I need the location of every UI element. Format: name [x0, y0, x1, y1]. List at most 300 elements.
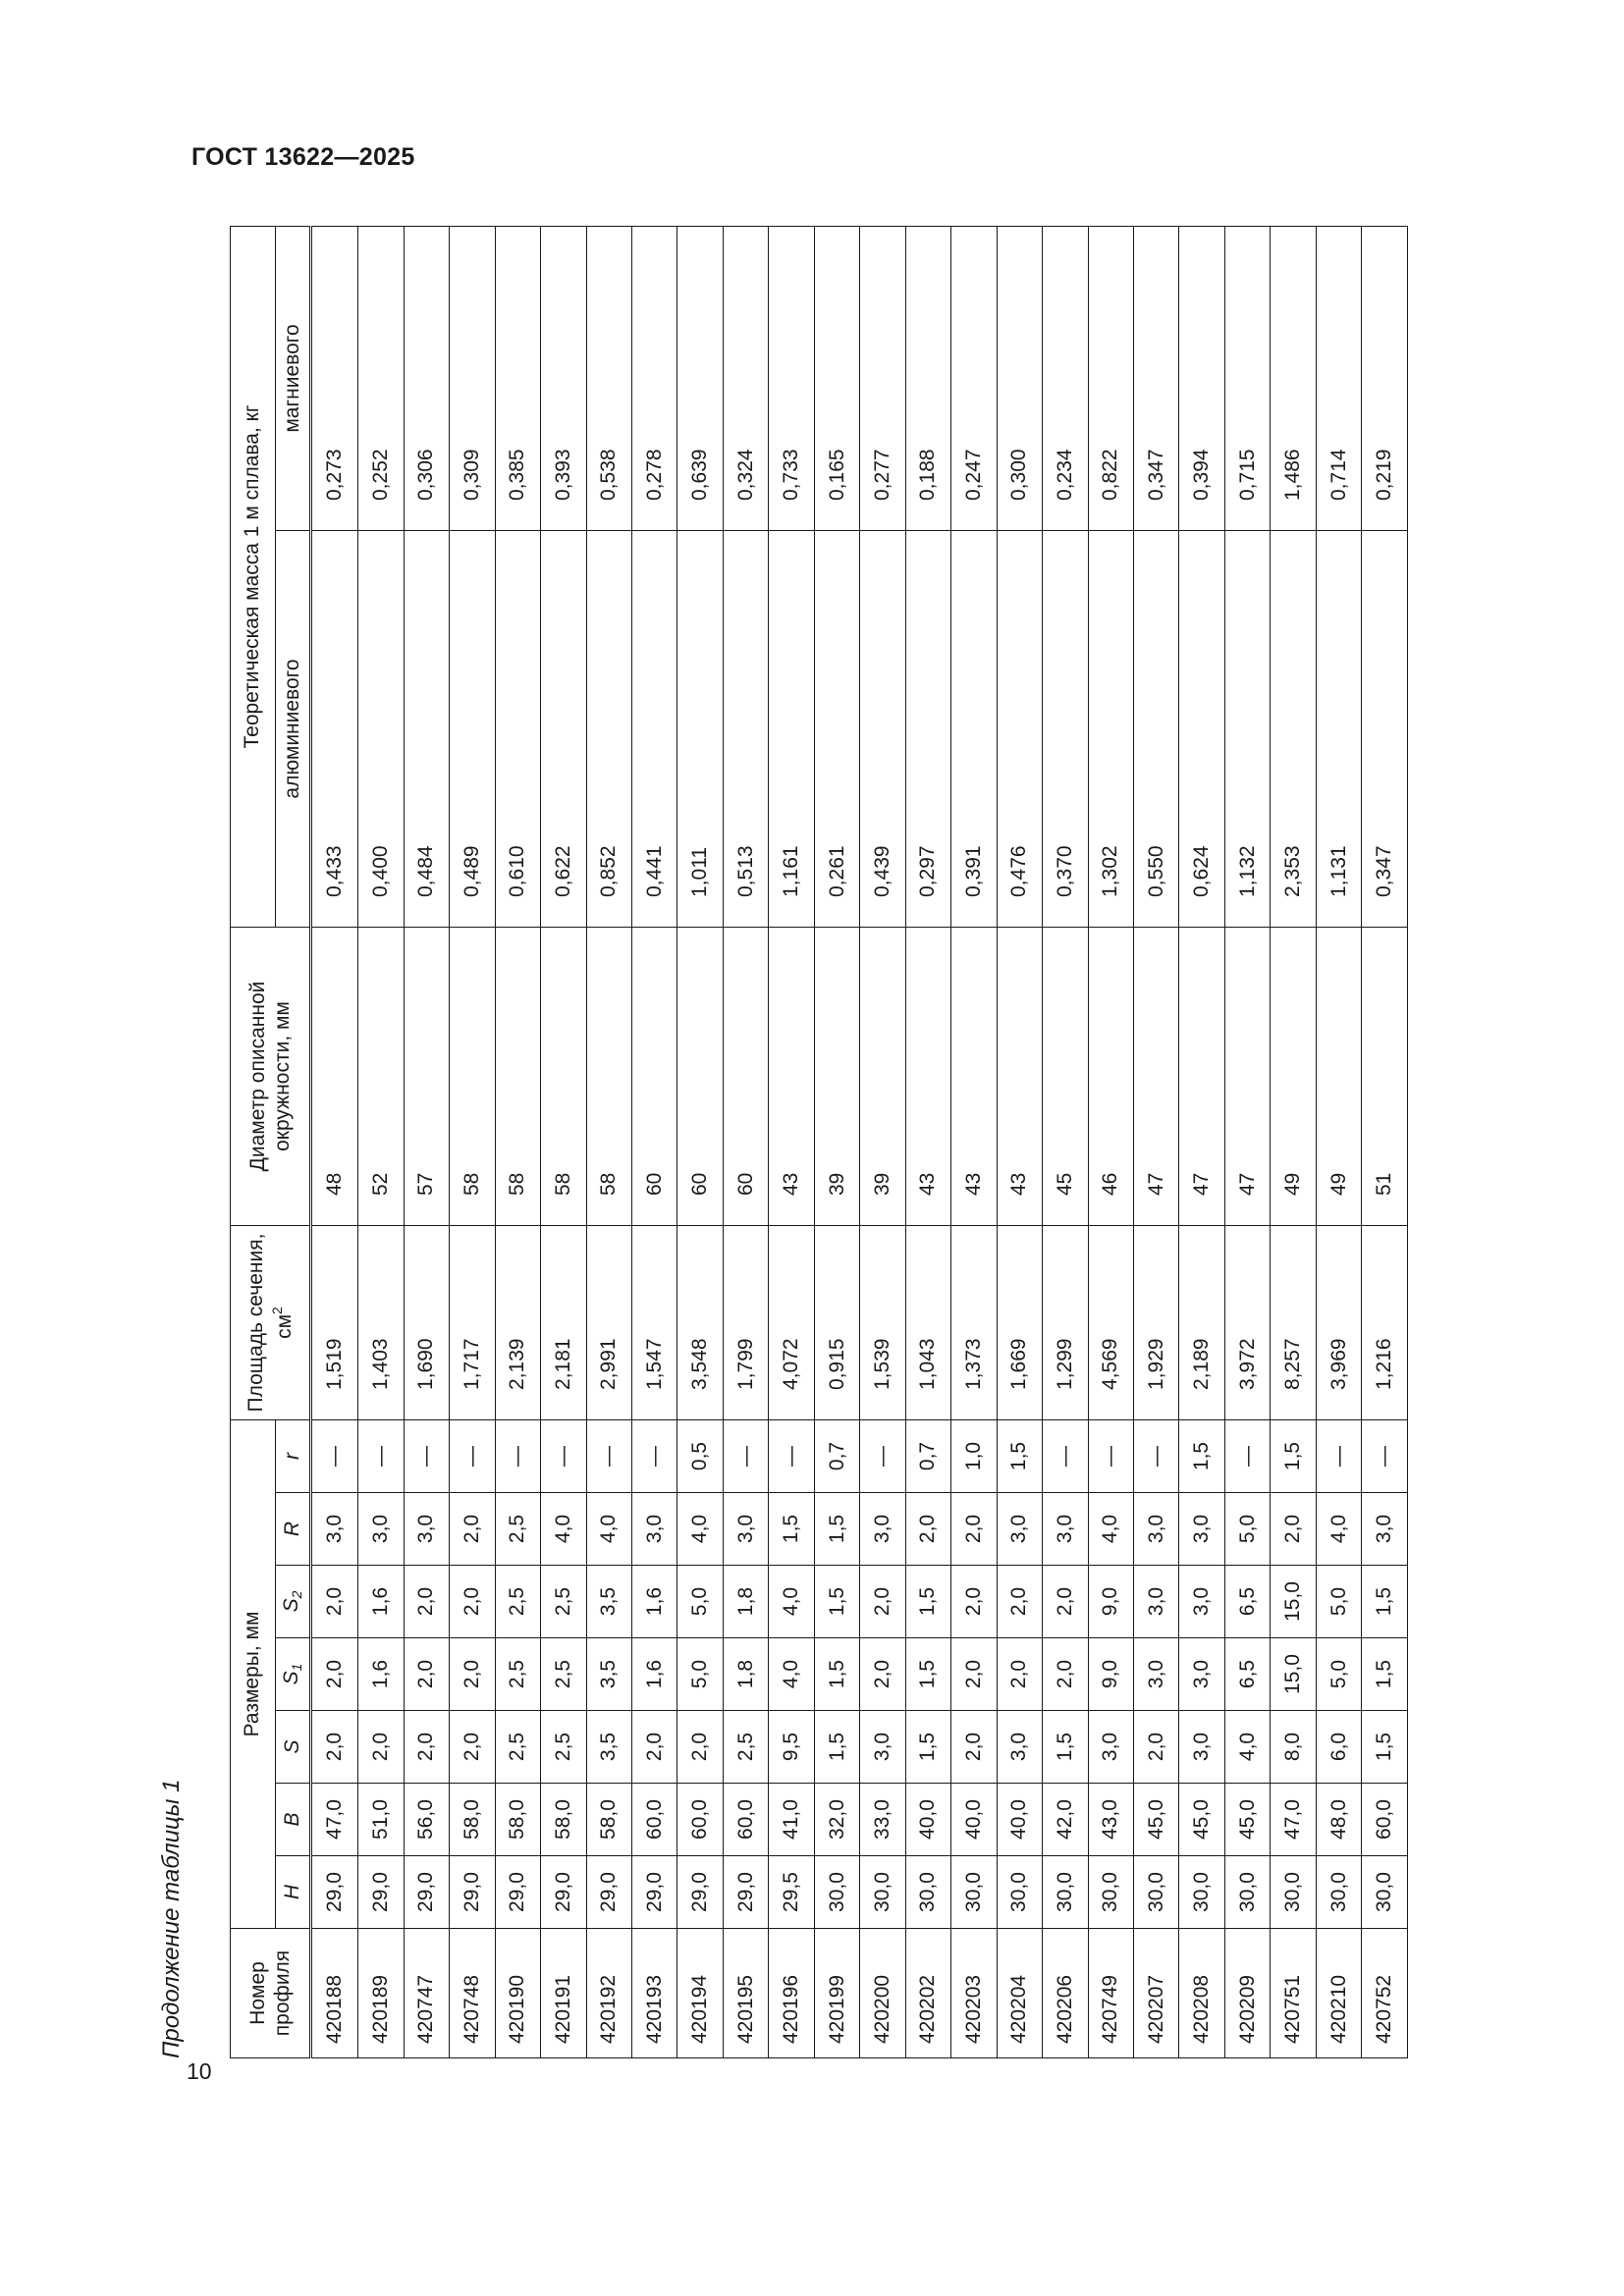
cell-S: 3,0 [1179, 1711, 1224, 1784]
table-row [1271, 226, 1316, 2057]
cell-S: 2,0 [1134, 1711, 1179, 1784]
cell-diameter: 43 [769, 928, 814, 1226]
cell-magnesium: 0,639 [677, 226, 723, 530]
cell-H: 29,0 [723, 1856, 768, 1929]
cell-profile-number: 420195 [723, 1929, 768, 2058]
cell-aluminum: 1,131 [1316, 531, 1361, 928]
cell-S: 2,5 [723, 1711, 768, 1784]
cell-R: 3,0 [404, 1493, 449, 1566]
cell-profile-number: 420202 [905, 1929, 950, 2058]
cell-R: 2,0 [905, 1493, 950, 1566]
cell-S: 3,0 [1088, 1711, 1133, 1784]
cell-S2: 1,5 [905, 1566, 950, 1638]
cell-r: — [358, 1420, 404, 1493]
cell-B: 41,0 [769, 1784, 814, 1856]
header-S2-subscript: 2 [289, 1590, 305, 1599]
cell-B: 60,0 [723, 1784, 768, 1856]
cell-S1: 1,6 [358, 1638, 404, 1711]
cell-r: — [1134, 1420, 1179, 1493]
cell-diameter: 58 [450, 928, 495, 1226]
cell-S2: 15,0 [1271, 1566, 1316, 1638]
cell-S1: 2,5 [541, 1638, 586, 1711]
cell-H: 29,0 [495, 1856, 540, 1929]
cell-S2: 2,0 [450, 1566, 495, 1638]
cell-profile-number: 420206 [1043, 1929, 1088, 2058]
cell-r: — [541, 1420, 586, 1493]
cell-aluminum: 1,302 [1088, 531, 1133, 928]
cell-S: 1,5 [814, 1711, 859, 1784]
cell-diameter: 43 [997, 928, 1042, 1226]
cell-aluminum: 0,441 [632, 531, 677, 928]
cell-B: 45,0 [1134, 1784, 1179, 1856]
cell-r: — [311, 1420, 358, 1493]
cell-S: 9,5 [769, 1711, 814, 1784]
cell-aluminum: 0,513 [723, 531, 768, 928]
cell-area: 2,181 [541, 1226, 586, 1420]
cell-R: 3,0 [632, 1493, 677, 1566]
cell-S: 2,0 [632, 1711, 677, 1784]
cell-aluminum: 0,610 [495, 531, 540, 928]
cell-diameter: 39 [814, 928, 859, 1226]
cell-magnesium: 0,309 [450, 226, 495, 530]
cell-diameter: 58 [495, 928, 540, 1226]
header-S1-subscript: 1 [289, 1663, 305, 1672]
cell-area: 1,717 [450, 1226, 495, 1420]
cell-aluminum: 0,489 [450, 531, 495, 928]
header-dimensions: Размеры, мм [231, 1420, 276, 1929]
cell-profile-number: 420190 [495, 1929, 540, 2058]
cell-magnesium: 0,252 [358, 226, 404, 530]
cell-area: 1,690 [404, 1226, 449, 1420]
cell-aluminum: 0,370 [1043, 531, 1088, 928]
cell-aluminum: 0,852 [586, 531, 631, 928]
cell-B: 58,0 [541, 1784, 586, 1856]
cell-S2: 2,0 [311, 1566, 358, 1638]
cell-S1: 1,5 [1362, 1638, 1408, 1711]
cell-diameter: 39 [860, 928, 905, 1226]
cell-H: 29,0 [541, 1856, 586, 1929]
header-S: S [276, 1711, 311, 1784]
cell-profile-number: 420193 [632, 1929, 677, 2058]
cell-profile-number: 420200 [860, 1929, 905, 2058]
header-aluminum: алюминиевого [276, 531, 311, 928]
table-row [860, 226, 905, 2057]
cell-H: 30,0 [1224, 1856, 1270, 1929]
cell-r: — [1088, 1420, 1133, 1493]
table-row [495, 226, 540, 2057]
cell-S1: 5,0 [677, 1638, 723, 1711]
cell-B: 47,0 [1271, 1784, 1316, 1856]
cell-S1: 1,5 [905, 1638, 950, 1711]
cell-S: 6,0 [1316, 1711, 1361, 1784]
cell-profile-number: 420191 [541, 1929, 586, 2058]
cell-aluminum: 0,400 [358, 531, 404, 928]
page-number: 10 [187, 2058, 212, 2084]
cell-R: 4,0 [677, 1493, 723, 1566]
header-area [231, 1226, 311, 1420]
header-S1 [276, 1638, 311, 1711]
table-row [586, 226, 631, 2057]
cell-S1: 1,8 [723, 1638, 768, 1711]
cell-S: 1,5 [1362, 1711, 1408, 1784]
cell-H: 29,0 [677, 1856, 723, 1929]
cell-S1: 2,0 [404, 1638, 449, 1711]
cell-profile-number: 420188 [311, 1929, 358, 2058]
cell-area: 8,257 [1271, 1226, 1316, 1420]
cell-r: — [404, 1420, 449, 1493]
cell-B: 51,0 [358, 1784, 404, 1856]
cell-profile-number: 420751 [1271, 1929, 1316, 2058]
cell-S1: 2,5 [495, 1638, 540, 1711]
header-R: R [276, 1493, 311, 1566]
table-row [814, 226, 859, 2057]
cell-diameter: 45 [1043, 928, 1088, 1226]
cell-diameter: 43 [951, 928, 997, 1226]
cell-S: 2,0 [951, 1711, 997, 1784]
cell-r: — [1316, 1420, 1361, 1493]
cell-B: 45,0 [1224, 1784, 1270, 1856]
cell-area: 2,991 [586, 1226, 631, 1420]
cell-S: 8,0 [1271, 1711, 1316, 1784]
cell-aluminum: 0,476 [997, 531, 1042, 928]
cell-aluminum: 0,439 [860, 531, 905, 928]
cell-magnesium: 0,188 [905, 226, 950, 530]
table-row [951, 226, 997, 2057]
cell-R: 3,0 [358, 1493, 404, 1566]
cell-H: 29,0 [311, 1856, 358, 1929]
cell-R: 2,5 [495, 1493, 540, 1566]
cell-magnesium: 0,278 [632, 226, 677, 530]
cell-S2: 2,5 [541, 1566, 586, 1638]
cell-B: 45,0 [1179, 1784, 1224, 1856]
cell-S1: 2,0 [450, 1638, 495, 1711]
cell-R: 1,5 [814, 1493, 859, 1566]
cell-S2: 2,5 [495, 1566, 540, 1638]
cell-diameter: 60 [632, 928, 677, 1226]
cell-profile-number: 420199 [814, 1929, 859, 2058]
cell-R: 3,0 [1043, 1493, 1088, 1566]
cell-magnesium: 0,306 [404, 226, 449, 530]
cell-magnesium: 0,733 [769, 226, 814, 530]
cell-magnesium: 0,273 [311, 226, 358, 530]
cell-area: 1,799 [723, 1226, 768, 1420]
cell-profile-number: 420194 [677, 1929, 723, 2058]
header-diameter: Диаметр описанной окружности, мм [231, 928, 311, 1226]
cell-H: 30,0 [1043, 1856, 1088, 1929]
cell-S1: 3,5 [586, 1638, 631, 1711]
table-row [541, 226, 586, 2057]
table-row [358, 226, 404, 2057]
cell-S2: 2,0 [1043, 1566, 1088, 1638]
cell-diameter: 60 [723, 928, 768, 1226]
cell-B: 58,0 [586, 1784, 631, 1856]
table-row [677, 226, 723, 2057]
cell-profile-number: 420196 [769, 1929, 814, 2058]
cell-S2: 9,0 [1088, 1566, 1133, 1638]
cell-H: 29,0 [450, 1856, 495, 1929]
cell-R: 3,0 [1179, 1493, 1224, 1566]
cell-profile-number: 420207 [1134, 1929, 1179, 2058]
cell-H: 30,0 [1362, 1856, 1408, 1929]
cell-r: 1,5 [1271, 1420, 1316, 1493]
cell-r: — [450, 1420, 495, 1493]
cell-B: 60,0 [677, 1784, 723, 1856]
cell-S2: 2,0 [404, 1566, 449, 1638]
cell-S: 3,0 [997, 1711, 1042, 1784]
cell-area: 1,216 [1362, 1226, 1408, 1420]
cell-S: 2,5 [495, 1711, 540, 1784]
cell-S: 1,5 [905, 1711, 950, 1784]
table-row [1362, 226, 1408, 2057]
table-row [1179, 226, 1224, 2057]
header-S2 [276, 1566, 311, 1638]
cell-aluminum: 0,624 [1179, 531, 1224, 928]
cell-diameter: 60 [677, 928, 723, 1226]
cell-B: 60,0 [632, 1784, 677, 1856]
table-row [1134, 226, 1179, 2057]
cell-S1: 2,0 [311, 1638, 358, 1711]
cell-S2: 2,0 [951, 1566, 997, 1638]
cell-r: 1,5 [1179, 1420, 1224, 1493]
cell-r: — [860, 1420, 905, 1493]
cell-diameter: 52 [358, 928, 404, 1226]
cell-profile-number: 420752 [1362, 1929, 1408, 2058]
cell-R: 2,0 [450, 1493, 495, 1566]
cell-S1: 2,0 [860, 1638, 905, 1711]
cell-magnesium: 0,165 [814, 226, 859, 530]
cell-R: 3,0 [997, 1493, 1042, 1566]
cell-area: 3,969 [1316, 1226, 1361, 1420]
cell-R: 4,0 [1316, 1493, 1361, 1566]
cell-r: — [495, 1420, 540, 1493]
cell-S: 2,0 [404, 1711, 449, 1784]
cell-aluminum: 0,550 [1134, 531, 1179, 928]
cell-S1: 3,0 [1134, 1638, 1179, 1711]
cell-area: 1,519 [311, 1226, 358, 1420]
cell-H: 30,0 [860, 1856, 905, 1929]
cell-S2: 2,0 [860, 1566, 905, 1638]
cell-r: — [1224, 1420, 1270, 1493]
cell-S: 4,0 [1224, 1711, 1270, 1784]
cell-B: 33,0 [860, 1784, 905, 1856]
table-row [1316, 226, 1361, 2057]
cell-magnesium: 0,277 [860, 226, 905, 530]
cell-area: 1,043 [905, 1226, 950, 1420]
cell-H: 30,0 [1134, 1856, 1179, 1929]
cell-S2: 3,0 [1179, 1566, 1224, 1638]
cell-magnesium: 0,822 [1088, 226, 1133, 530]
cell-area: 1,539 [860, 1226, 905, 1420]
cell-area: 1,299 [1043, 1226, 1088, 1420]
cell-H: 30,0 [905, 1856, 950, 1929]
cell-S2: 2,0 [997, 1566, 1042, 1638]
cell-aluminum: 0,433 [311, 531, 358, 928]
cell-diameter: 47 [1179, 928, 1224, 1226]
cell-area: 1,929 [1134, 1226, 1179, 1420]
cell-B: 47,0 [311, 1784, 358, 1856]
header-area-text: Площадь сечения, см [244, 1233, 296, 1413]
cell-S2: 1,6 [358, 1566, 404, 1638]
cell-aluminum: 0,347 [1362, 531, 1408, 928]
header-profile-number: Номер профиля [231, 1929, 311, 2058]
cell-r: — [1043, 1420, 1088, 1493]
cell-B: 42,0 [1043, 1784, 1088, 1856]
table-row [1224, 226, 1270, 2057]
table-row [450, 226, 495, 2057]
cell-r: 0,7 [814, 1420, 859, 1493]
cell-magnesium: 0,247 [951, 226, 997, 530]
cell-profile-number: 420747 [404, 1929, 449, 2058]
cell-area: 2,139 [495, 1226, 540, 1420]
cell-profile-number: 420189 [358, 1929, 404, 2058]
cell-diameter: 47 [1134, 928, 1179, 1226]
cell-S2: 1,6 [632, 1566, 677, 1638]
cell-H: 30,0 [1316, 1856, 1361, 1929]
cell-S1: 5,0 [1316, 1638, 1361, 1711]
cell-profile-number: 420192 [586, 1929, 631, 2058]
cell-magnesium: 0,715 [1224, 226, 1270, 530]
header-S2-base: S [280, 1598, 303, 1613]
cell-S1: 9,0 [1088, 1638, 1133, 1711]
cell-profile-number: 420748 [450, 1929, 495, 2058]
cell-aluminum: 1,132 [1224, 531, 1270, 928]
cell-B: 43,0 [1088, 1784, 1133, 1856]
cell-diameter: 48 [311, 928, 358, 1226]
cell-B: 40,0 [951, 1784, 997, 1856]
cell-diameter: 49 [1271, 928, 1316, 1226]
cell-B: 40,0 [905, 1784, 950, 1856]
table-caption: Продолжение таблицы 1 [158, 1779, 185, 2058]
cell-diameter: 57 [404, 928, 449, 1226]
cell-magnesium: 0,714 [1316, 226, 1361, 530]
cell-aluminum: 1,161 [769, 531, 814, 928]
cell-B: 56,0 [404, 1784, 449, 1856]
cell-S2: 5,0 [677, 1566, 723, 1638]
cell-H: 29,0 [632, 1856, 677, 1929]
cell-H: 29,0 [358, 1856, 404, 1929]
cell-diameter: 58 [586, 928, 631, 1226]
cell-S1: 2,0 [1043, 1638, 1088, 1711]
cell-area: 2,189 [1179, 1226, 1224, 1420]
cell-profile-number: 420209 [1224, 1929, 1270, 2058]
cell-r: 0,7 [905, 1420, 950, 1493]
cell-S1: 1,5 [814, 1638, 859, 1711]
cell-S1: 2,0 [951, 1638, 997, 1711]
cell-aluminum: 0,484 [404, 531, 449, 928]
cell-profile-number: 420210 [1316, 1929, 1361, 2058]
cell-magnesium: 0,234 [1043, 226, 1088, 530]
rotated-table-block [152, 227, 1411, 2058]
cell-profile-number: 420204 [997, 1929, 1042, 2058]
cell-area: 1,403 [358, 1226, 404, 1420]
cell-aluminum: 0,622 [541, 531, 586, 928]
cell-H: 30,0 [814, 1856, 859, 1929]
table-container [230, 227, 1408, 2058]
cell-diameter: 51 [1362, 928, 1408, 1226]
cell-B: 58,0 [450, 1784, 495, 1856]
cell-profile-number: 420749 [1088, 1929, 1133, 2058]
cell-S2: 6,5 [1224, 1566, 1270, 1638]
cell-S: 2,0 [450, 1711, 495, 1784]
cell-B: 58,0 [495, 1784, 540, 1856]
cell-aluminum: 0,261 [814, 531, 859, 928]
table-body [311, 226, 1408, 2057]
cell-magnesium: 0,393 [541, 226, 586, 530]
cell-S2: 3,5 [586, 1566, 631, 1638]
cell-r: 1,5 [997, 1420, 1042, 1493]
cell-r: 0,5 [677, 1420, 723, 1493]
cell-r: — [632, 1420, 677, 1493]
cell-S2: 1,5 [814, 1566, 859, 1638]
cell-S: 2,5 [541, 1711, 586, 1784]
cell-magnesium: 0,394 [1179, 226, 1224, 530]
header-mass: Теоретическая масса 1 м сплава, кг [231, 226, 276, 927]
cell-H: 30,0 [1179, 1856, 1224, 1929]
cell-magnesium: 0,538 [586, 226, 631, 530]
cell-diameter: 47 [1224, 928, 1270, 1226]
cell-R: 2,0 [1271, 1493, 1316, 1566]
table-row [1088, 226, 1133, 2057]
header-area-superscript: 2 [268, 1307, 285, 1314]
table-row [311, 226, 358, 2057]
cell-profile-number: 420208 [1179, 1929, 1224, 2058]
cell-S2: 4,0 [769, 1566, 814, 1638]
cell-S2: 1,8 [723, 1566, 768, 1638]
cell-R: 3,0 [860, 1493, 905, 1566]
cell-magnesium: 0,324 [723, 226, 768, 530]
cell-S: 1,5 [1043, 1711, 1088, 1784]
cell-S1: 4,0 [769, 1638, 814, 1711]
cell-r: — [723, 1420, 768, 1493]
profile-data-table [230, 226, 1408, 2058]
cell-aluminum: 1,011 [677, 531, 723, 928]
cell-diameter: 58 [541, 928, 586, 1226]
cell-S1: 3,0 [1179, 1638, 1224, 1711]
cell-B: 32,0 [814, 1784, 859, 1856]
cell-H: 30,0 [951, 1856, 997, 1929]
cell-diameter: 46 [1088, 928, 1133, 1226]
cell-B: 60,0 [1362, 1784, 1408, 1856]
cell-S: 3,5 [586, 1711, 631, 1784]
cell-S: 2,0 [677, 1711, 723, 1784]
cell-H: 29,0 [586, 1856, 631, 1929]
header-magnesium: магниевого [276, 226, 311, 530]
cell-area: 1,669 [997, 1226, 1042, 1420]
cell-S1: 6,5 [1224, 1638, 1270, 1711]
cell-r: — [586, 1420, 631, 1493]
cell-area: 4,072 [769, 1226, 814, 1420]
cell-magnesium: 0,347 [1134, 226, 1179, 530]
cell-R: 5,0 [1224, 1493, 1270, 1566]
cell-R: 4,0 [586, 1493, 631, 1566]
cell-B: 40,0 [997, 1784, 1042, 1856]
cell-S1: 15,0 [1271, 1638, 1316, 1711]
document-header: ГОСТ 13622—2025 [191, 143, 415, 171]
cell-H: 30,0 [1088, 1856, 1133, 1929]
cell-aluminum: 0,391 [951, 531, 997, 928]
cell-R: 3,0 [1362, 1493, 1408, 1566]
cell-r: — [769, 1420, 814, 1493]
cell-magnesium: 0,300 [997, 226, 1042, 530]
cell-r: — [1362, 1420, 1408, 1493]
cell-magnesium: 0,219 [1362, 226, 1408, 530]
cell-profile-number: 420203 [951, 1929, 997, 2058]
header-H: H [276, 1856, 311, 1929]
cell-magnesium: 0,385 [495, 226, 540, 530]
table-row [769, 226, 814, 2057]
cell-aluminum: 2,353 [1271, 531, 1316, 928]
cell-R: 3,0 [723, 1493, 768, 1566]
